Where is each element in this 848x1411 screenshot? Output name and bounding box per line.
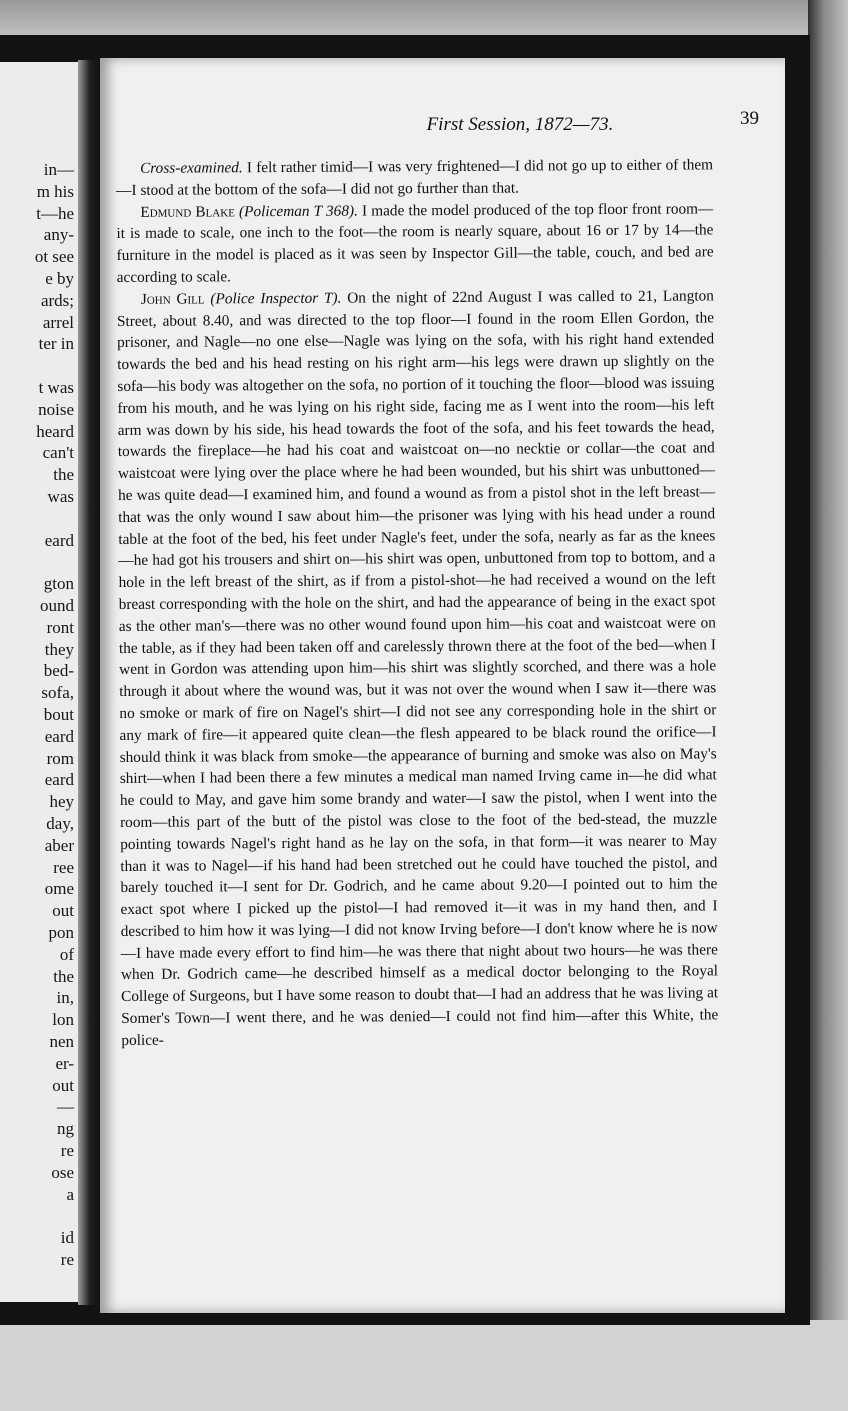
page-number: 39 xyxy=(740,108,759,129)
left-page-line: ront xyxy=(46,617,74,637)
cross-examined-label: Cross-examined. xyxy=(140,159,243,177)
left-page-line: a xyxy=(66,1184,74,1204)
left-page-line: ree xyxy=(53,857,74,877)
left-page-line: aber xyxy=(44,835,74,855)
left-page-line: noise xyxy=(38,399,74,419)
scan-background-right xyxy=(808,0,848,1411)
left-page-line: heard xyxy=(36,421,74,441)
left-page-line: re xyxy=(60,1250,74,1269)
left-page-line: eard xyxy=(44,726,74,746)
left-page-line: of xyxy=(59,944,74,964)
left-page-line: id xyxy=(60,1228,74,1248)
left-page-line: ome xyxy=(44,879,74,899)
left-page-line: in— xyxy=(43,160,74,179)
scan-background-bottom xyxy=(0,1320,848,1411)
running-title: First Session, 1872—73. xyxy=(426,114,614,135)
right-page xyxy=(100,58,785,1313)
left-page-line: lon xyxy=(52,1010,74,1030)
left-page-line: ot see xyxy=(34,247,74,267)
left-page-line: sofa, xyxy=(41,683,74,703)
left-page-line: can't xyxy=(42,443,74,463)
left-page-line: t was xyxy=(38,378,74,397)
paragraph-john-gill xyxy=(117,285,719,1052)
paragraph-text: On the night of 22nd August I was called to 21, Langton Street, about 8.40, and was directed to the top floor—I found in the room Ellen Gordon, the prisoner, and Nagle—no one else—Nagle was lying on the sofa, with his right hand extended towards the bed and his head resting on his right arm—his legs were drawn up slightly on the sofa—his body was altogether on the sofa, no portion of it touching the floor—blood was issuing from his mouth, and he was lying on his right side, facing me as I went into the room—his left arm was down by his side, his head towards the foot of the sofa, and his feet towards the head, towards the fireplace—he had his coat and waistcoat on—no necktie or collar—the coat and waistcoat were lying over the place where he had been wounded, but his shirt was unbuttoned—he was quite dead—I examined him, and found a wound as from a pistol shot in the left breast—that was the only wound I saw about him—the prisoner was lying with his head under a round table at the foot of the bed, his feet under Nagle's feet, under the sofa, nearly as far as the knees—he had got his trousers and shirt on—his shirt was open, unbuttoned from top to bottom, and a hole in the left breast of the shirt, as if from a pistol-shot—he had received a wound on the left breast corresponding with the hole on the shirt, and had the appearance of being in the exact spot as the other man's—there was no other wound found upon him—his coat and waistcoat were on the table, as if they had been taken off and carelessly thrown there at the foot of the bed—when I went in Gordon was attending upon him—his shirt was slightly scorched, and there was a hole through it about where the wound was, but it was not over the wound when I saw it—there was no smoke or mark of fire on Nagel's shirt—I did not see any corresponding hole in the shirt or any mark of fire—it appeared quite clean—the flesh appeared to be black round the orifice—I should think it was black from smoke—the appearance of burning and smoke was also on May's shirt—when I had been there a few minutes a medical man named Irving came in—he did what he could to May, and gave him some brandy and water—I saw the pistol, when I went into the room—this part of the butt of the pistol was close to the foot of the bed-stead, the muzzle pointing towards Nagel's right hand as he lay on the sofa, in that form—it was nearer to May than it was to Nagel—if his hand had been stretched out he could have touched the pistol, and barely touched it—I sent for Dr. Godrich, and he came about 9.20—I pointed out to him the exact spot where I picked up the pistol—I had removed it—it was in my hand then, and I described to him how it was lying—I did not know Irving before—I don't know where he is now—I have made every effort to find him—he was there that night about two hours—he was there when Dr. Godrich came—he described himself as a medical doctor belonging to the Royal College of Surgeons, but I have some reason to doubt that—I had an address that he was living at Somer's Town—I went there, and he was denied—I could not find him—after this White, the police- xyxy=(116,287,719,1049)
left-page-line: gton xyxy=(43,574,74,594)
left-page-line: ards; xyxy=(40,290,74,310)
left-page-line: rom xyxy=(46,748,74,768)
left-page-line: t—he xyxy=(36,203,74,223)
left-page-line: day, xyxy=(46,814,74,833)
left-page-line: out xyxy=(52,901,74,921)
left-page-line: they xyxy=(44,639,74,659)
left-page-line: bed- xyxy=(43,661,74,681)
left-page-line: nen xyxy=(49,1032,74,1051)
left-page-line: ter in xyxy=(38,334,74,354)
left-page-line: any- xyxy=(43,225,74,245)
paragraph-text: I felt rather timid—I was very frightened—I did not go up to either of them—I stood at the bottom of the sofa—I did not go further than that. xyxy=(116,156,714,199)
left-page-line: the xyxy=(53,966,74,986)
witness-name: Edmund Blake xyxy=(140,202,235,221)
left-page-line: was xyxy=(47,487,74,506)
witness-name: John Gill xyxy=(140,290,205,308)
witness-role: (Policeman T 368). xyxy=(238,202,358,220)
left-page-line: e by xyxy=(45,269,74,288)
left-page-line: pon xyxy=(48,923,74,942)
left-page-line: bout xyxy=(43,705,74,724)
left-page-line: m his xyxy=(36,181,74,201)
left-page-line: arrel xyxy=(42,312,74,332)
page-body xyxy=(116,154,718,1051)
left-page-line: re xyxy=(60,1141,74,1160)
left-page-line: out xyxy=(52,1075,74,1095)
left-page-line: in, xyxy=(56,988,74,1008)
left-page-line: — xyxy=(57,1097,74,1117)
left-page-line: er- xyxy=(55,1053,74,1073)
paragraph-edmund-blake xyxy=(116,198,714,289)
witness-role: (Police Inspector T). xyxy=(210,289,342,308)
left-page-line: the xyxy=(53,465,74,485)
left-page-line: eard xyxy=(44,770,74,790)
left-page-line: ound xyxy=(40,596,74,615)
left-page-line: eard xyxy=(44,530,74,550)
paragraph-cross-examined xyxy=(116,154,713,201)
paragraph-text: I made the model produced of the top floor front room—it is made to scale, one inch to the foot—the room is nearly square, about 16 or 17 by 14—the furniture in the model is placed as it was seen by Inspector Gill—the table, couch, and bed are according to scale. xyxy=(116,199,714,286)
left-page-line: ng xyxy=(57,1119,74,1139)
left-page-line: ose xyxy=(51,1162,74,1182)
left-page-fragment xyxy=(0,62,80,1302)
left-page-line: hey xyxy=(49,792,74,812)
